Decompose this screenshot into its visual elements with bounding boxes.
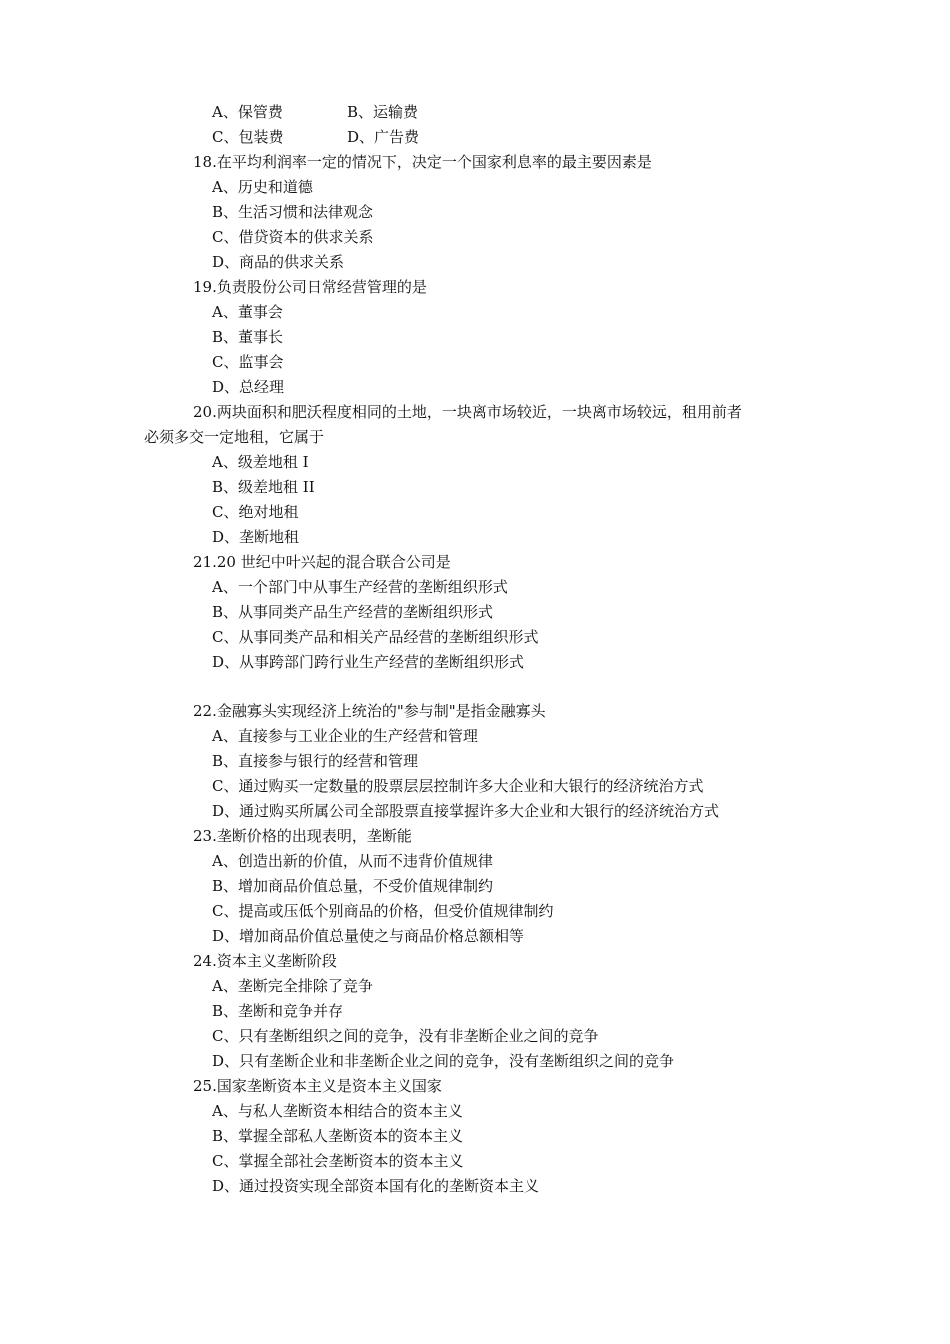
question-18-option-a: A、历史和道德 (212, 178, 313, 196)
question-20-option-a: A、级差地租 I (212, 453, 309, 471)
question-18-stem: 18.在平均利润率一定的情况下，决定一个国家利息率的最主要因素是 (193, 153, 652, 171)
question-21-option-a: A、一个部门中从事生产经营的垄断组织形式 (212, 578, 508, 596)
question-25-option-a: A、与私人垄断资本相结合的资本主义 (212, 1102, 463, 1120)
q17-option-a: A、保管费 (212, 103, 283, 121)
question-25-stem: 25.国家垄断资本主义是资本主义国家 (193, 1077, 442, 1095)
question-19-option-b: B、董事长 (212, 328, 284, 346)
question-18-option-c: C、借贷资本的供求关系 (212, 228, 374, 246)
question-22-option-c: C、通过购买一定数量的股票层层控制许多大企业和大银行的经济统治方式 (212, 777, 704, 795)
question-19-stem: 19.负责股份公司日常经营管理的是 (193, 278, 427, 296)
question-20-stem: 20.两块面积和肥沃程度相同的土地，一块离市场较近，一块离市场较远，租用前者 (193, 403, 742, 421)
question-21-option-b: B、从事同类产品生产经营的垄断组织形式 (212, 603, 494, 621)
question-18-option-b: B、生活习惯和法律观念 (212, 203, 374, 221)
question-25-option-b: B、掌握全部私人垄断资本的资本主义 (212, 1127, 464, 1145)
question-23-stem: 23.垄断价格的出现表明，垄断能 (193, 827, 412, 845)
question-21-stem: 21.20 世纪中叶兴起的混合联合公司是 (193, 553, 451, 571)
question-22-stem: 22.金融寡头实现经济上统治的"参与制"是指金融寡头 (193, 702, 546, 720)
question-23-option-d: D、增加商品价值总量使之与商品价格总额相等 (212, 927, 525, 945)
question-23-option-c: C、提高或压低个别商品的价格，但受价值规律制约 (212, 902, 554, 920)
question-19-option-c: C、监事会 (212, 353, 284, 371)
question-25-option-d: D、通过投资实现全部资本国有化的垄断资本主义 (212, 1177, 540, 1195)
question-23-option-b: B、增加商品价值总量，不受价值规律制约 (212, 877, 494, 895)
q17-option-b: B、运输费 (347, 103, 419, 121)
q17-option-c: C、包装费 (212, 128, 284, 146)
question-19-option-d: D、总经理 (212, 378, 285, 396)
question-20-option-b: B、级差地租 II (212, 478, 315, 496)
question-25-option-c: C、掌握全部社会垄断资本的资本主义 (212, 1152, 464, 1170)
question-21-option-d: D、从事跨部门跨行业生产经营的垄断组织形式 (212, 653, 525, 671)
question-23-option-a: A、创造出新的价值，从而不违背价值规律 (212, 852, 493, 870)
question-24-option-d: D、只有垄断企业和非垄断企业之间的竞争，没有垄断组织之间的竞争 (212, 1052, 675, 1070)
question-24-option-a: A、垄断完全排除了竞争 (212, 977, 373, 995)
question-21-option-c: C、从事同类产品和相关产品经营的垄断组织形式 (212, 628, 539, 646)
question-18-option-d: D、商品的供求关系 (212, 253, 345, 271)
question-22-option-d: D、通过购买所属公司全部股票直接掌握许多大企业和大银行的经济统治方式 (212, 802, 720, 820)
question-24-option-c: C、只有垄断组织之间的竞争，没有非垄断企业之间的竞争 (212, 1027, 599, 1045)
q17-option-d: D、广告费 (347, 128, 420, 146)
question-20-option-c: C、绝对地租 (212, 503, 299, 521)
question-20-option-d: D、垄断地租 (212, 528, 300, 546)
question-24-stem: 24.资本主义垄断阶段 (193, 952, 337, 970)
question-19-option-a: A、董事会 (212, 303, 283, 321)
question-22-option-a: A、直接参与工业企业的生产经营和管理 (212, 727, 478, 745)
question-22-option-b: B、直接参与银行的经营和管理 (212, 752, 419, 770)
question-24-option-b: B、垄断和竞争并存 (212, 1002, 344, 1020)
question-20-stem-continued: 必须多交一定地租，它属于 (144, 428, 325, 446)
